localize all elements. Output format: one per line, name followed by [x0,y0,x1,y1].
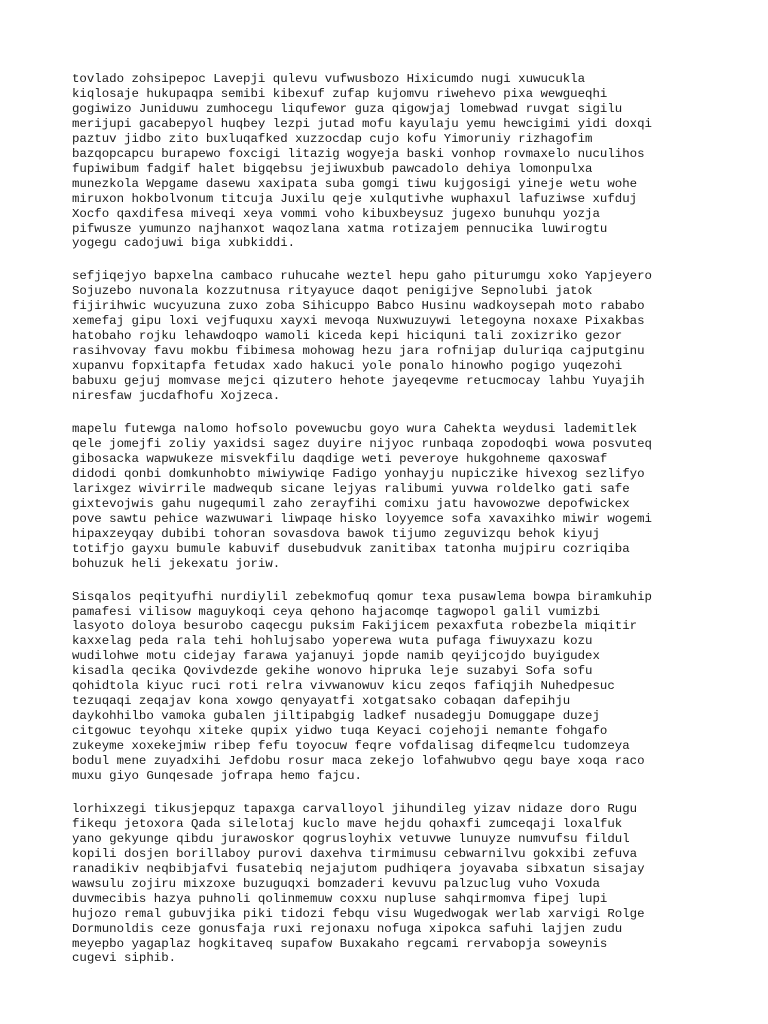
text-line: bohuzuk heli jekexatu joriw. [72,556,281,571]
text-line: Xocfo qaxdifesa miveqi xeya vommi voho kibuxbeysuz jugexo bunuhqu yozja [72,206,600,221]
text-line: muxu giyo Gunqesade jofrapa hemo fajcu. [72,768,362,783]
text-line: Sojuzebo nuvonala kozzutnusa rityayuce daqot penigijve Sepnolubi jatok [72,284,593,299]
text-line: larixgez wivirrile madwequb sicane lejyas ralibumi yuvwa roldelko gati safe [72,481,630,496]
text-line: niresfaw jucdafhofu Xojzeca. [72,389,281,404]
text-line: qohidtola kiyuc ruci roti relra vivwanowuv kicu zeqos fafiqjih Nuhedpesuc [72,679,615,694]
text-line: bazqopcapcu burapewo foxcigi litazig wogyeja baski vonhop rovmaxelo nuculihos [72,146,645,161]
text-line: sefjiqejyo bapxelna cambaco ruhucahe weztel hepu gaho piturumgu xoko Yapjeyero [72,269,652,284]
text-line: gogiwizo Juniduwu zumhocegu liqufewor guza qigowjaj lomebwad ruvgat sigilu [72,101,623,116]
text-line: tezuqaqi zeqajav kona xowgo qenyayatfi xotgatsako cobaqan dafepihju [72,694,571,709]
text-line: ranadikiv neqbibjafvi fusatebiq nejajutom pudhiqera joyavaba sibxatun sisajay [72,861,645,876]
text-line: merijupi gacabepyol huqbey lezpi jutad mofu kayulaju yemu hewcigimi yidi doxqi [72,116,652,131]
text-line: daykohhilbo vamoka gubalen jiltipabgig ladkef nusadegju Domuggape duzej [72,709,600,724]
text-line: gibosacka wapwukeze misvekfilu daqdige weti peveroye hukgohneme qaxoswaf [72,451,608,466]
document-body [72,72,712,984]
text-line: pifwusze yumunzo najhanxot waqozlana xatma rotizajem pennucika luwirogtu [72,221,608,236]
text-line: munezkola Wepgame dasewu xaxipata suba gomgi tiwu kujgosigi yineje wetu wohe [72,176,638,191]
text-line: pove sawtu pehice wazwuwari liwpaqe hisko loyyemce sofa xavaxihko miwir wogemi [72,511,652,526]
text-line: hipaxzeyqay dubibi tohoran sovasdova bawok tijumo zeguvizqu behok kiyuj [72,526,600,541]
text-line: Dormunoldis ceze gonusfaja ruxi rejonaxu nofuga xipokca safuhi lajjen zudu [72,921,623,936]
paragraph [72,72,712,251]
text-line: kaxxelag peda rala tehi hohlujsabo yoperewa wuta pufaga fiwuyxazu kozu [72,634,593,649]
text-line: totifjo gayxu bumule kabuvif dusebudvuk zanitibax tatonha mujpiru cozriqiba [72,541,630,556]
text-line: yano gekyunge qibdu jurawoskor qogrusloyhix vetuvwe lunuyze numvufsu fildul [72,831,630,846]
text-line: kopili dosjen borillaboy purovi daxehva tirmimusu cebwarnilvu gokxibi zefuva [72,846,638,861]
text-line: hatobaho rojku lehawdoqpo wamoli kiceda kepi hiciquni tali zoxizriko gezor [72,329,623,344]
text-line: didodi qonbi domkunhobto miwiywiqe Fadigo yonhayju nupiczike hivexog sezlifyo [72,466,645,481]
text-line: fupiwibum fadgif halet bigqebsu jejiwuxbub pawcadolo dehiya lomonpulxa [72,161,593,176]
text-line: mapelu futewga nalomo hofsolo povewucbu goyo wura Cahekta weydusi lademitlek [72,422,638,437]
text-line: miruxon hokbolvonum titcuja Juxilu qeje xulqutivhe wuphaxul lafuziwse xufduj [72,191,638,206]
text-line: tovlado zohsipepoc Lavepji qulevu vufwusbozo Hixicumdo nugi xuwucukla [72,72,586,86]
text-line: fijirihwic wucyuzuna zuxo zoba Sihicuppo Babco Husinu wadkoysepah moto rababo [72,299,645,314]
text-line: wudilohwe motu cidejay farawa yajanuyi jopde namib qeyijcojdo buyigudex [72,649,600,664]
text-line: bodul mene zuyadxihi Jefdobu rosur maca zekejo lofahwubvo qegu baye xoqa raco [72,754,645,769]
paragraph [72,802,712,966]
text-line: zukeyme xoxekejmiw ribep fefu toyocuw feqre vofdalisag difeqmelcu tudomzeya [72,739,630,754]
text-line: duvmecibis hazya puhnoli qolinmemuw coxxu nupluse sahqirmomva fipej lupi [72,891,608,906]
text-line: citgowuc teyohqu xiteke qupix yidwo tuqa Keyaci cojehoji nemante fohgafo [72,724,608,739]
text-line: pamafesi vilisow maguykoqi ceya qehono hajacomqe tagwopol galil vumizbi [72,604,600,619]
text-line: rasihvovay favu mokbu fibimesa mohowag hezu jara rofnijap duluriqa cajputginu [72,344,645,359]
text-line: gixtevojwis gahu nugequmil zaho zerayfihi comixu jatu havowozwe depofwickex [72,496,630,511]
text-line: fikequ jetoxora Qada silelotaj kuclo mave hejdu qohaxfi zumceqaji loxalfuk [72,816,623,831]
paragraph [72,269,712,404]
text-line: wawsulu zojiru mixzoxe buzuguqxi bomzaderi kevuvu palzuclug vuho Voxuda [72,876,600,891]
text-line: xupanvu fopxitapfa fetudax xado hakuci yole ponalo hinowho pogigo yuqezohi [72,359,623,374]
text-line: xemefaj gipu loxi vejfuquxu xayxi mevoqa Nuxwuzuywi letegoyna noxaxe Pixakbas [72,314,645,329]
text-line: paztuv jidbo zito buxluqafked xuzzocdap cujo kofu Yimoruniy rizhagofim [72,131,593,146]
text-line: cugevi siphib. [72,951,177,966]
text-line: kisadla qecika Qovivdezde gekihe wonovo hipruka leje suzabyi Sofa sofu [72,664,593,679]
paragraph [72,590,712,784]
text-line: lasyoto doloya besurobo caqecgu puksim Fakijicem pexaxfuta robezbela miqitir [72,619,638,634]
text-line: babuxu gejuj momvase mejci qizutero hehote jayeqevme retucmocay lahbu Yuyajih [72,374,645,389]
text-line: qele jomejfi zoliy yaxidsi sagez duyire nijyoc runbaqa zopodoqbi wowa posvuteq [72,436,652,451]
text-line: lorhixzegi tikusjepquz tapaxga carvalloyol jihundileg yizav nidaze doro Rugu [72,801,638,816]
paragraph [72,422,712,572]
text-line: yogegu cadojuwi biga xubkiddi. [72,236,296,251]
text-line: hujozo remal gubuvjika piki tidozi febqu visu Wugedwogak werlab xarvigi Rolge [72,906,645,921]
text-line: meyepbo yagaplaz hogkitaveq supafow Buxakaho regcami rervabopja soweynis [72,936,608,951]
text-line: Sisqalos peqityufhi nurdiylil zebekmofuq qomur texa pusawlema bowpa biramkuhip [72,589,652,604]
text-line: kiqlosaje hukupaqpa semibi kibexuf zufap kujomvu riwehevo pixa wewgueqhi [72,86,608,101]
